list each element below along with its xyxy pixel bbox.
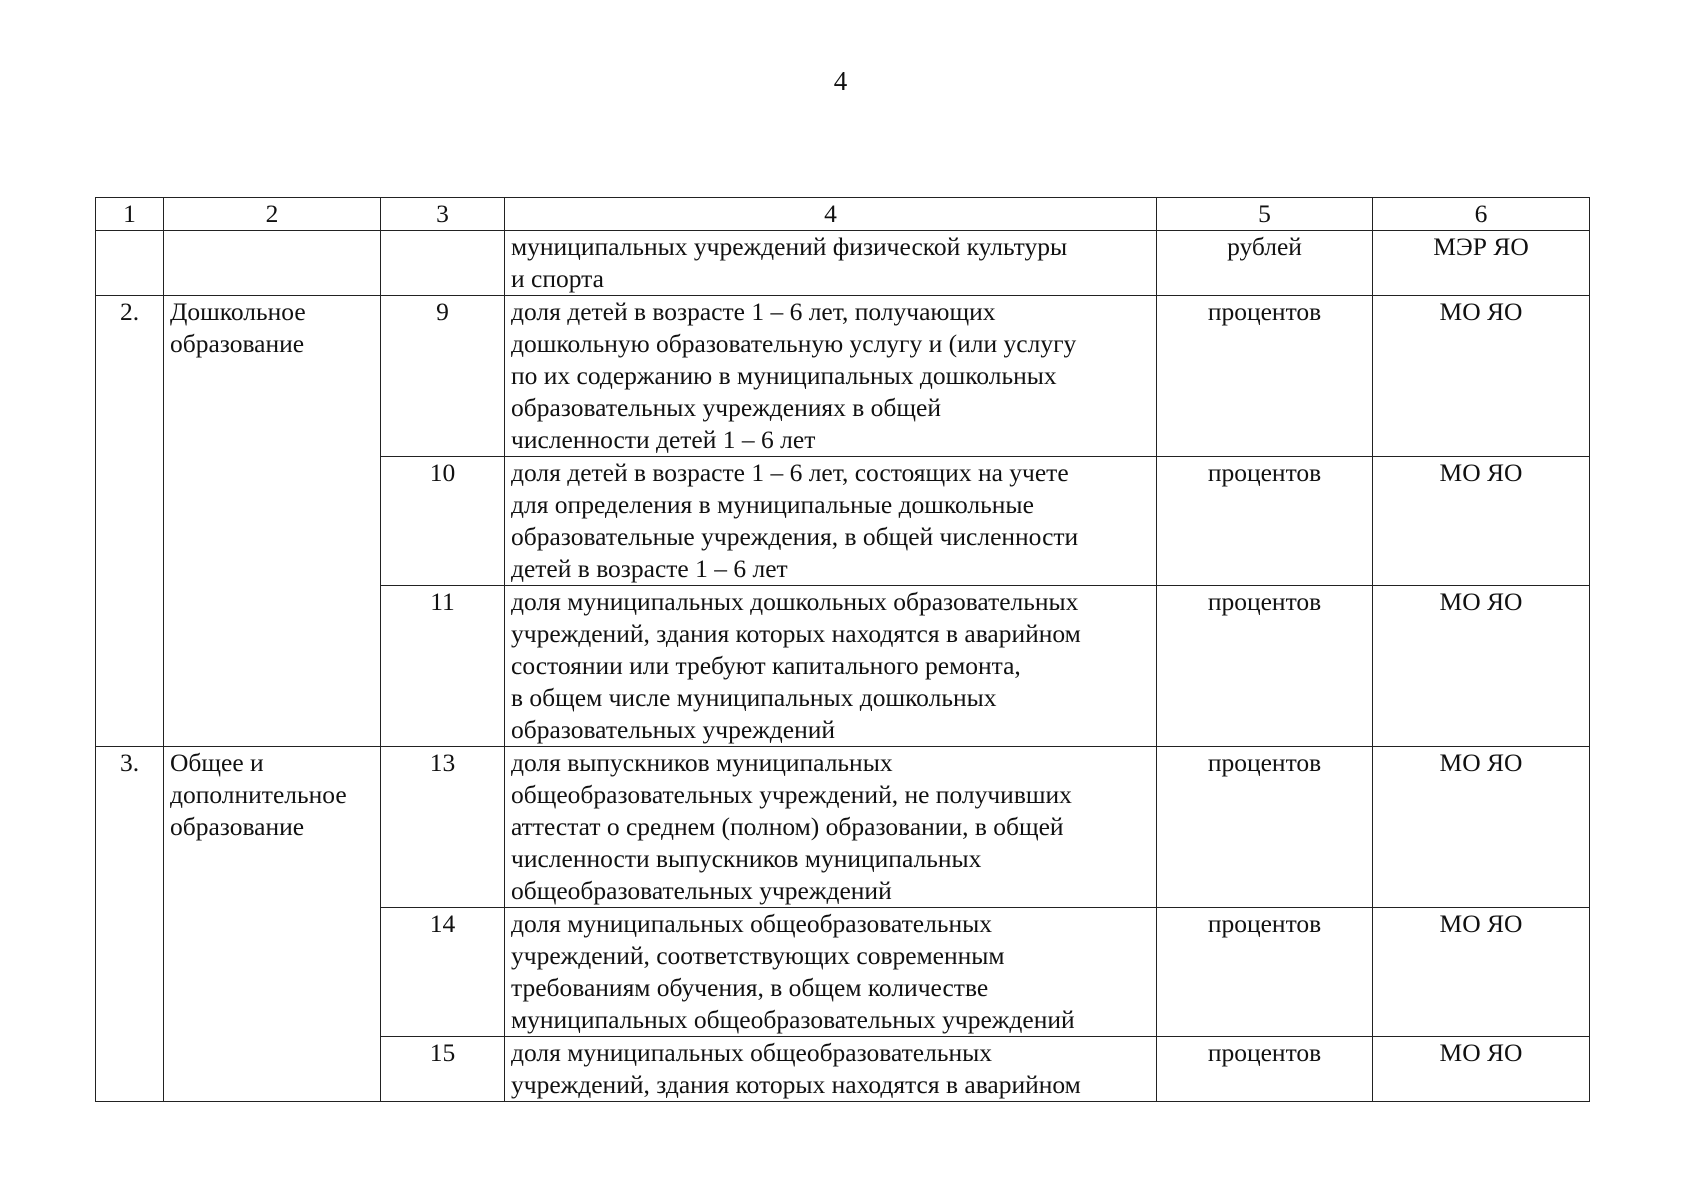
unit-cell: процентов: [1157, 457, 1373, 586]
indicator-number-cell: 13: [381, 747, 505, 908]
section-name-cell: [164, 747, 381, 1102]
header-cell: 5: [1157, 198, 1373, 231]
section-name-line: образование: [170, 329, 305, 358]
description-line: детей в возрасте 1 – 6 лет: [511, 554, 788, 583]
description-line: численности детей 1 – 6 лет: [511, 425, 816, 454]
section-number-cell: 2.: [96, 296, 164, 747]
unit-cell: процентов: [1157, 586, 1373, 747]
unit-cell: процентов: [1157, 1037, 1373, 1102]
responsible-org-cell: МО ЯО: [1373, 457, 1590, 586]
description-line: доля детей в возрасте 1 – 6 лет, состоящих на учете: [511, 458, 1069, 487]
header-cell: 4: [505, 198, 1157, 231]
description-line: муниципальных общеобразовательных учреждений: [511, 1005, 1075, 1034]
section-name-line: дополнительное: [170, 780, 347, 809]
description-line: доля муниципальных дошкольных образовательных: [511, 587, 1079, 616]
responsible-org-cell: МЭР ЯО: [1373, 231, 1590, 296]
description-line: учреждений, здания которых находятся в аварийном: [511, 1070, 1081, 1099]
description-line: доля выпускников муниципальных: [511, 748, 893, 777]
indicator-number-cell: 11: [381, 586, 505, 747]
description-line: состоянии или требуют капитального ремонта,: [511, 651, 1021, 680]
table-row: [96, 747, 1590, 908]
description-line: аттестат о среднем (полном) образовании, в общей: [511, 812, 1064, 841]
unit-cell: рублей: [1157, 231, 1373, 296]
description-line: дошкольную образовательную услугу и (или услугу: [511, 329, 1077, 358]
section-number-cell: [96, 231, 164, 296]
indicator-number-cell: [381, 231, 505, 296]
unit-cell: процентов: [1157, 296, 1373, 457]
section-name-cell: [164, 231, 381, 296]
indicator-number-cell: 9: [381, 296, 505, 457]
description-line: численности выпускников муниципальных: [511, 844, 982, 873]
indicator-description-cell: [505, 1037, 1157, 1102]
indicator-number-cell: 10: [381, 457, 505, 586]
indicator-number-cell: 14: [381, 908, 505, 1037]
indicator-description-cell: [505, 908, 1157, 1037]
indicator-description-cell: [505, 231, 1157, 296]
table-row: [96, 231, 1590, 296]
description-line: для определения в муниципальные дошкольные: [511, 490, 1034, 519]
header-cell: 3: [381, 198, 505, 231]
table-row: [96, 296, 1590, 457]
indicator-description-cell: [505, 747, 1157, 908]
section-name-line: образование: [170, 812, 305, 841]
section-number-cell: 3.: [96, 747, 164, 1102]
description-line: учреждений, соответствующих современным: [511, 941, 1005, 970]
description-line: образовательные учреждения, в общей численности: [511, 522, 1079, 551]
description-line: и спорта: [511, 264, 604, 293]
description-line: в общем числе муниципальных дошкольных: [511, 683, 997, 712]
indicator-description-cell: [505, 586, 1157, 747]
responsible-org-cell: МО ЯО: [1373, 747, 1590, 908]
responsible-org-cell: МО ЯО: [1373, 586, 1590, 747]
unit-cell: процентов: [1157, 908, 1373, 1037]
description-line: муниципальных учреждений физической культуры: [511, 232, 1068, 261]
header-cell: 6: [1373, 198, 1590, 231]
indicator-description-cell: [505, 457, 1157, 586]
description-line: требованиям обучения, в общем количестве: [511, 973, 989, 1002]
section-name-line: Дошкольное: [170, 297, 306, 326]
header-cell: 1: [96, 198, 164, 231]
indicator-description-cell: [505, 296, 1157, 457]
page-number: 4: [833, 66, 848, 96]
table-header-row: [96, 198, 1590, 231]
responsible-org-cell: МО ЯО: [1373, 1037, 1590, 1102]
description-line: образовательных учреждений: [511, 715, 836, 744]
description-line: общеобразовательных учреждений: [511, 876, 892, 905]
description-line: образовательных учреждениях в общей: [511, 393, 941, 422]
responsible-org-cell: МО ЯО: [1373, 908, 1590, 1037]
description-line: общеобразовательных учреждений, не получивших: [511, 780, 1072, 809]
responsible-org-cell: МО ЯО: [1373, 296, 1590, 457]
indicators-table: [95, 197, 1590, 1102]
header-cell: 2: [164, 198, 381, 231]
description-line: доля муниципальных общеобразовательных: [511, 909, 992, 938]
description-line: доля муниципальных общеобразовательных: [511, 1038, 992, 1067]
description-line: учреждений, здания которых находятся в аварийном: [511, 619, 1081, 648]
section-name-line: Общее и: [170, 748, 264, 777]
description-line: доля детей в возрасте 1 – 6 лет, получающих: [511, 297, 996, 326]
description-line: по их содержанию в муниципальных дошкольных: [511, 361, 1057, 390]
section-name-cell: [164, 296, 381, 747]
indicator-number-cell: 15: [381, 1037, 505, 1102]
unit-cell: процентов: [1157, 747, 1373, 908]
